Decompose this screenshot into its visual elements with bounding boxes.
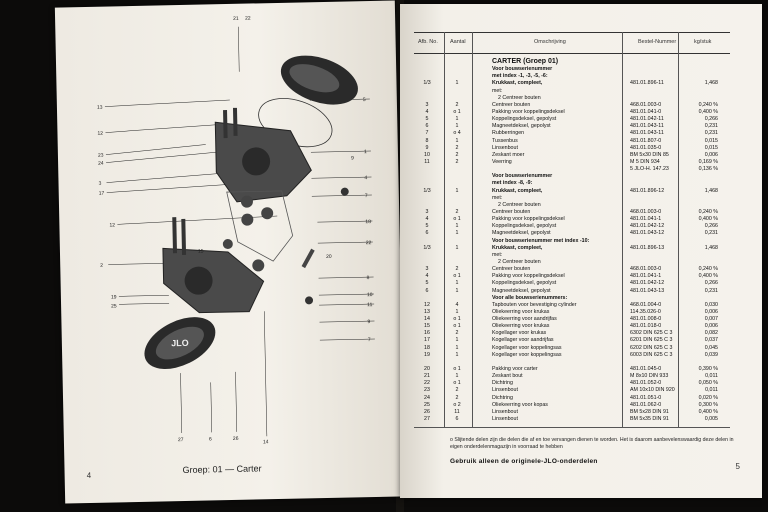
table-row — [400, 166, 762, 173]
table-row — [400, 330, 762, 337]
callout: 12 — [109, 222, 116, 229]
row-weight: 0,266 — [704, 116, 718, 123]
row-description: Oliekeerring voor krukas — [492, 323, 550, 330]
callout: 14 — [262, 439, 269, 446]
cover-logo: JLO — [171, 337, 189, 349]
page-number-right: 5 — [735, 462, 740, 471]
row-part-number: 468.01.003-0 — [630, 266, 662, 273]
row-description: Krukkast, compleet, — [492, 187, 543, 194]
row-weight: 0,400 % — [698, 408, 718, 415]
row-weight: 0,006 — [704, 151, 718, 158]
row-qty: 1 — [455, 230, 459, 237]
row-qty: 1 — [455, 187, 459, 194]
row-description: Kogellager voor aandrijfas — [492, 337, 554, 344]
row-weight: 0,020 % — [698, 394, 718, 401]
row-description: Pakking voor koppelingsdeksel — [492, 216, 565, 223]
row-part-number: AM 10x10 DIN 920 — [630, 387, 675, 394]
table-row — [400, 130, 762, 137]
row-weight: 0,030 — [704, 301, 718, 308]
row-description: Voor alle bouwserienummers: — [492, 294, 568, 301]
row-part-number: 481.01.041-0 — [630, 108, 662, 115]
row-qty: 1 — [455, 344, 459, 351]
row-part-number: BM 5x28 DIN 91 — [630, 408, 669, 415]
table-row — [400, 102, 762, 109]
callout: 19 — [110, 294, 117, 301]
table-row — [400, 238, 762, 245]
row-qty: o 1 — [453, 323, 461, 330]
row-qty: 1 — [455, 373, 459, 380]
row-nr: 23 — [424, 387, 430, 394]
row-qty: 2 — [455, 208, 459, 215]
row-description: 2 Centreer bouten — [498, 94, 541, 101]
callout-22: 22 — [245, 15, 251, 22]
row-nr: 16 — [424, 330, 430, 337]
row-weight: 0,400 % — [698, 273, 718, 280]
row-qty: 4 — [455, 301, 459, 308]
table-row — [400, 380, 762, 387]
left-page — [55, 0, 405, 503]
row-part-number: 481.01.043-13 — [630, 287, 665, 294]
row-description: Centreer bouten — [492, 101, 531, 108]
table-row — [400, 202, 762, 209]
row-part-number: BM 5x30 DIN 85 — [630, 151, 669, 158]
row-qty: 1 — [455, 80, 459, 87]
row-weight: 0,400 % — [698, 108, 718, 115]
row-description: Dichtring — [492, 380, 513, 387]
row-part-number: 481.01.052-0 — [630, 380, 662, 387]
table-row — [400, 109, 762, 116]
row-weight: 0,039 — [704, 351, 718, 358]
row-nr: 12 — [424, 301, 430, 308]
row-nr: 5 — [425, 116, 429, 123]
table-row — [400, 152, 762, 159]
row-weight: 0,231 — [704, 230, 718, 237]
row-nr: 4 — [425, 273, 429, 280]
row-weight: 0,240 % — [698, 208, 718, 215]
row-nr: 22 — [424, 380, 430, 387]
row-qty: 2 — [455, 394, 459, 401]
row-nr: 3 — [425, 208, 429, 215]
row-weight: 1,468 — [704, 244, 718, 251]
row-weight: 0,006 — [704, 308, 718, 315]
footnote: o Slijtende delen zijn die delen die af en toe vervangen dienen te worden. Het is daarom aanbevelenswaardig deze delen in eigen onderdelenmagazijn in voorraad te hebben — [450, 437, 734, 450]
row-nr: 19 — [424, 351, 430, 358]
row-part-number: 481.01.042-12 — [630, 280, 665, 287]
callout: 9 — [351, 155, 354, 162]
callout: 18 — [365, 219, 372, 226]
row-nr: 5 — [425, 280, 429, 287]
row-description: Magneetdeksel, gepolyst — [492, 287, 551, 294]
row-nr: 8 — [425, 137, 429, 144]
table-row — [400, 373, 762, 380]
row-weight: 0,007 — [704, 316, 718, 323]
row-part-number: 481.01.041-1 — [630, 216, 662, 223]
row-description: Magneetdeksel, gepolyst — [492, 123, 551, 130]
row-nr: 4 — [425, 108, 429, 115]
callout: 12 — [97, 130, 104, 137]
row-nr: 14 — [424, 316, 430, 323]
row-qty: 1 — [455, 116, 459, 123]
row-nr: 7 — [425, 130, 429, 137]
row-qty: o 1 — [453, 273, 461, 280]
row-nr: 1/3 — [423, 187, 431, 194]
row-nr: 6 — [425, 230, 429, 237]
table-row — [400, 188, 762, 195]
row-description: Oliekeerring voor krukas — [492, 308, 550, 315]
row-weight: 1,468 — [704, 80, 718, 87]
row-description: Rubberringen — [492, 130, 525, 137]
row-description: Pakking voor carter — [492, 366, 538, 373]
right-page — [400, 4, 762, 498]
row-nr: 20 — [424, 366, 430, 373]
row-description: Koppelingsdeksel, gepolyst — [492, 280, 557, 287]
table-row — [400, 116, 762, 123]
callout: 11 — [367, 302, 373, 309]
row-description: Oliekeerring voor kopas — [492, 401, 548, 408]
row-nr: 11 — [424, 158, 430, 165]
row-weight: 0,231 — [704, 130, 718, 137]
row-weight: 0,390 % — [698, 366, 718, 373]
row-part-number: 481.01.807-0 — [630, 137, 662, 144]
row-qty: 1 — [455, 244, 459, 251]
table-row — [400, 359, 762, 366]
row-part-number: M 8x10 DIN 933 — [630, 373, 669, 380]
row-nr: 13 — [424, 308, 430, 315]
row-part-number: 481.01.043-11 — [630, 123, 664, 130]
row-part-number: M 5 DIN 934 — [630, 158, 660, 165]
row-qty: 1 — [455, 123, 459, 130]
row-part-number: 481.01.035-0 — [630, 144, 662, 151]
row-description: Koppelingsdeksel, gepolyst — [492, 116, 557, 123]
callout: 7 — [367, 337, 371, 344]
callout: 24 — [98, 160, 104, 167]
row-nr: 6 — [425, 287, 429, 294]
row-weight: 0,011 — [705, 387, 718, 394]
row-part-number: 6202 DIN 625 C 3 — [630, 344, 673, 351]
row-nr: 1/3 — [423, 80, 431, 87]
table-row — [400, 80, 762, 87]
callout: 17 — [98, 190, 105, 197]
table-row — [400, 159, 762, 166]
row-weight: 0,050 % — [698, 380, 718, 387]
row-weight: 0,400 % — [698, 216, 718, 223]
table-row — [400, 145, 762, 152]
row-description: Voor bouwserienummer — [492, 66, 553, 73]
table-row — [400, 138, 762, 145]
table-row — [400, 316, 762, 323]
table-row — [400, 216, 762, 223]
row-part-number: 481.01.042-11 — [630, 116, 664, 123]
row-qty: 2 — [455, 330, 459, 337]
callout: 3 — [98, 180, 102, 187]
table-row — [400, 295, 762, 302]
row-qty: 2 — [455, 266, 459, 273]
table-header — [414, 32, 730, 54]
col-header-weight: kg/stuk — [694, 39, 712, 45]
table-row — [400, 245, 762, 252]
row-nr: 18 — [424, 344, 430, 351]
row-description: met: — [492, 87, 503, 94]
row-nr: 9 — [425, 144, 429, 151]
row-description: Pakking voor koppelingsdeksel — [492, 273, 565, 280]
table-row — [400, 88, 762, 95]
row-description: Krukkast, compleet, — [492, 244, 543, 251]
row-part-number: 481.01.008-0 — [630, 316, 662, 323]
exploded-view-diagram — [73, 9, 382, 455]
table-row — [400, 73, 762, 80]
callout: 23 — [97, 152, 104, 159]
row-description: Linsenbout — [492, 144, 518, 151]
row-description: met index -1, -3, -5, -6: — [492, 73, 548, 80]
row-description: met index -8, -9: — [492, 180, 533, 187]
row-part-number: 468.01.004-0 — [630, 301, 662, 308]
table-row — [400, 337, 762, 344]
row-nr: 3 — [425, 101, 429, 108]
row-qty: 2 — [455, 101, 459, 108]
crankcase-lower-half — [163, 246, 264, 313]
table-row — [400, 409, 762, 416]
row-qty: 1 — [455, 137, 459, 144]
table-row — [400, 280, 762, 287]
row-weight: 0,231 — [704, 123, 718, 130]
row-weight: 0,266 — [704, 280, 718, 287]
row-qty: 1 — [455, 287, 459, 294]
callout: 9 — [367, 319, 371, 326]
callout: 8 — [366, 275, 370, 282]
row-nr: 26 — [424, 408, 430, 415]
row-qty: 1 — [455, 280, 459, 287]
row-weight: 0,240 % — [698, 101, 718, 108]
row-nr: 3 — [425, 266, 429, 273]
row-part-number: 481.01.062-0 — [630, 401, 662, 408]
row-description: Pakking voor koppelingsdeksel — [492, 108, 565, 115]
callout: 25 — [111, 303, 117, 310]
row-description: Zeskant bout — [492, 373, 523, 380]
table-row — [400, 302, 762, 309]
row-description: Tapbouten voor bevestiging cylinder — [492, 301, 577, 308]
row-weight: 0,011 — [705, 373, 718, 380]
table-row — [400, 252, 762, 259]
row-description: Voor bouwserienummer — [492, 173, 553, 180]
row-nr: 4 — [425, 216, 429, 223]
row-qty: 2 — [455, 144, 459, 151]
table-row — [400, 95, 762, 102]
row-qty: o 1 — [453, 380, 461, 387]
table-row — [400, 123, 762, 130]
row-part-number: 481.01.018-0 — [630, 323, 662, 330]
row-qty: o 1 — [453, 108, 461, 115]
row-qty: 1 — [455, 337, 459, 344]
table-row — [400, 352, 762, 359]
callout: 2 — [100, 262, 104, 269]
table-row — [400, 223, 762, 230]
callout: 6 — [208, 436, 212, 443]
table-row — [400, 173, 762, 180]
row-description: Kogellager voor krukas — [492, 330, 547, 337]
callout-21: 21 — [233, 15, 239, 22]
parts-table — [400, 59, 762, 423]
callout: 7 — [364, 193, 368, 200]
row-part-number: 6201 DIN 625 C 3 — [630, 337, 673, 344]
col-header-desc: Omschrijving — [534, 39, 566, 45]
row-description: Centreer bouten — [492, 266, 531, 273]
table-row — [400, 323, 762, 330]
row-qty: 1 — [455, 308, 459, 315]
row-part-number: 481.01.896-12 — [630, 187, 665, 194]
row-qty: 1 — [455, 223, 459, 230]
row-weight: 0,005 — [704, 416, 718, 423]
row-description: CARTER (Groep 01) — [492, 58, 559, 65]
row-qty: 1 — [455, 351, 459, 358]
row-part-number: 114.35.026-0 — [630, 308, 661, 315]
row-description: Krukkast, compleet, — [492, 80, 543, 87]
row-description: Veerring — [492, 158, 512, 165]
row-weight: 0,082 — [704, 330, 718, 337]
callout: 20 — [326, 253, 332, 260]
row-description: Linsenbout — [492, 408, 518, 415]
table-row — [400, 259, 762, 266]
footnote-bold: Gebruik alleen de originele-JLO-onderdelen — [450, 458, 598, 465]
row-part-number: BM 5x35 DIN 91 — [630, 416, 669, 423]
row-qty: o 1 — [453, 366, 461, 373]
table-row — [400, 366, 762, 373]
table-row — [400, 273, 762, 280]
row-part-number: 481.01.043-11 — [630, 130, 664, 137]
table-row — [400, 180, 762, 187]
row-qty: 11 — [454, 408, 460, 415]
table-row — [400, 209, 762, 216]
table-row — [400, 416, 762, 423]
row-weight: 0,300 % — [698, 401, 718, 408]
table-row — [400, 309, 762, 316]
row-part-number: 481.01.042-12 — [630, 223, 665, 230]
row-qty: 2 — [455, 158, 459, 165]
page-footer-group: Groep: 01 — Carter — [182, 463, 262, 476]
row-description: Linsenbout — [492, 387, 518, 394]
callout: 15 — [197, 248, 204, 255]
row-part-number: 6003 DIN 625 C 3 — [630, 351, 673, 358]
callout: 1 — [363, 149, 367, 156]
row-weight: 0,266 — [704, 223, 718, 230]
row-description: Centreer bouten — [492, 208, 531, 215]
table-row — [400, 66, 762, 73]
table-row — [400, 345, 762, 352]
row-description: 2 Centreer bouten — [498, 258, 541, 265]
row-nr: 5 — [425, 223, 429, 230]
row-nr: 27 — [424, 416, 430, 423]
callout: 27 — [177, 437, 184, 444]
row-description: met: — [492, 251, 503, 258]
row-part-number: 481.01.045-0 — [630, 366, 662, 373]
row-description: Linsenbout — [492, 416, 518, 423]
row-description: Kogellager voor koppelingsas — [492, 344, 562, 351]
row-part-number: 5 JLO-H. 147.23 — [630, 166, 669, 173]
row-nr: 15 — [424, 323, 430, 330]
callout: 13 — [96, 104, 103, 111]
row-weight: 1,468 — [704, 187, 718, 194]
row-description: Oliekeerring voor aandrijfas — [492, 316, 557, 323]
row-description: Zeskant moer — [492, 151, 525, 158]
row-weight: 0,006 — [704, 323, 718, 330]
row-weight: 0,037 — [704, 337, 718, 344]
row-part-number: 481.01.896-11 — [630, 80, 664, 87]
row-description: Kogellager voor koppelingsas — [492, 351, 562, 358]
table-row — [400, 266, 762, 273]
callout: 10 — [366, 292, 373, 299]
table-row — [400, 230, 762, 237]
row-nr: 25 — [424, 401, 430, 408]
row-qty: o 1 — [453, 316, 461, 323]
row-weight: 0,169 % — [698, 158, 718, 165]
row-part-number: 481.01.051-0 — [630, 394, 662, 401]
table-row — [400, 195, 762, 202]
row-nr: 21 — [424, 373, 430, 380]
col-header-qty: Aantal — [450, 39, 466, 45]
row-description: Voor bouwserienummer met index -10: — [492, 237, 590, 244]
row-description: Dichtring — [492, 394, 513, 401]
table-row — [400, 387, 762, 394]
table-row — [400, 395, 762, 402]
row-nr: 10 — [424, 151, 430, 158]
row-part-number: 481.01.896-13 — [630, 244, 665, 251]
row-nr: 24 — [424, 394, 430, 401]
row-part-number: 468.01.003-0 — [630, 101, 662, 108]
row-description: Koppelingsdeksel, gepolyst — [492, 223, 557, 230]
callout: 4 — [364, 175, 368, 182]
row-qty: 6 — [455, 416, 459, 423]
row-nr: 17 — [424, 337, 430, 344]
callout: 26 — [232, 435, 239, 442]
callout: 5 — [362, 97, 366, 104]
row-description: Magneetdeksel, gepolyst — [492, 230, 551, 237]
row-part-number: 481.01.043-12 — [630, 230, 665, 237]
row-part-number: 468.01.003-0 — [630, 208, 662, 215]
row-weight: 0,045 — [704, 344, 718, 351]
table-row — [400, 59, 762, 66]
row-weight: 0,231 — [704, 287, 718, 294]
page-number-left: 4 — [86, 470, 92, 481]
row-qty: 2 — [455, 151, 459, 158]
callout: 22 — [365, 240, 372, 247]
row-weight: 0,136 % — [698, 166, 718, 173]
row-weight: 0,240 % — [698, 266, 718, 273]
row-qty: o 4 — [453, 130, 461, 137]
row-qty: o 1 — [453, 216, 461, 223]
row-nr: 6 — [425, 123, 429, 130]
row-description: 2 Centreer bouten — [498, 201, 541, 208]
row-description: Tussenbus — [492, 137, 518, 144]
row-qty: 2 — [455, 387, 459, 394]
table-row — [400, 402, 762, 409]
row-description: met: — [492, 194, 503, 201]
row-qty: o 2 — [453, 401, 461, 408]
row-weight: 0,015 — [704, 144, 718, 151]
table-row — [400, 288, 762, 295]
col-header-part: Bestel-Nummer — [638, 39, 677, 45]
row-part-number: 6302 DIN 625 C 3 — [630, 330, 673, 337]
row-nr: 1/3 — [423, 244, 431, 251]
row-weight: 0,015 — [704, 137, 718, 144]
col-header-nr: Afb. No. — [418, 39, 438, 45]
row-part-number: 481.01.041-1 — [630, 273, 662, 280]
